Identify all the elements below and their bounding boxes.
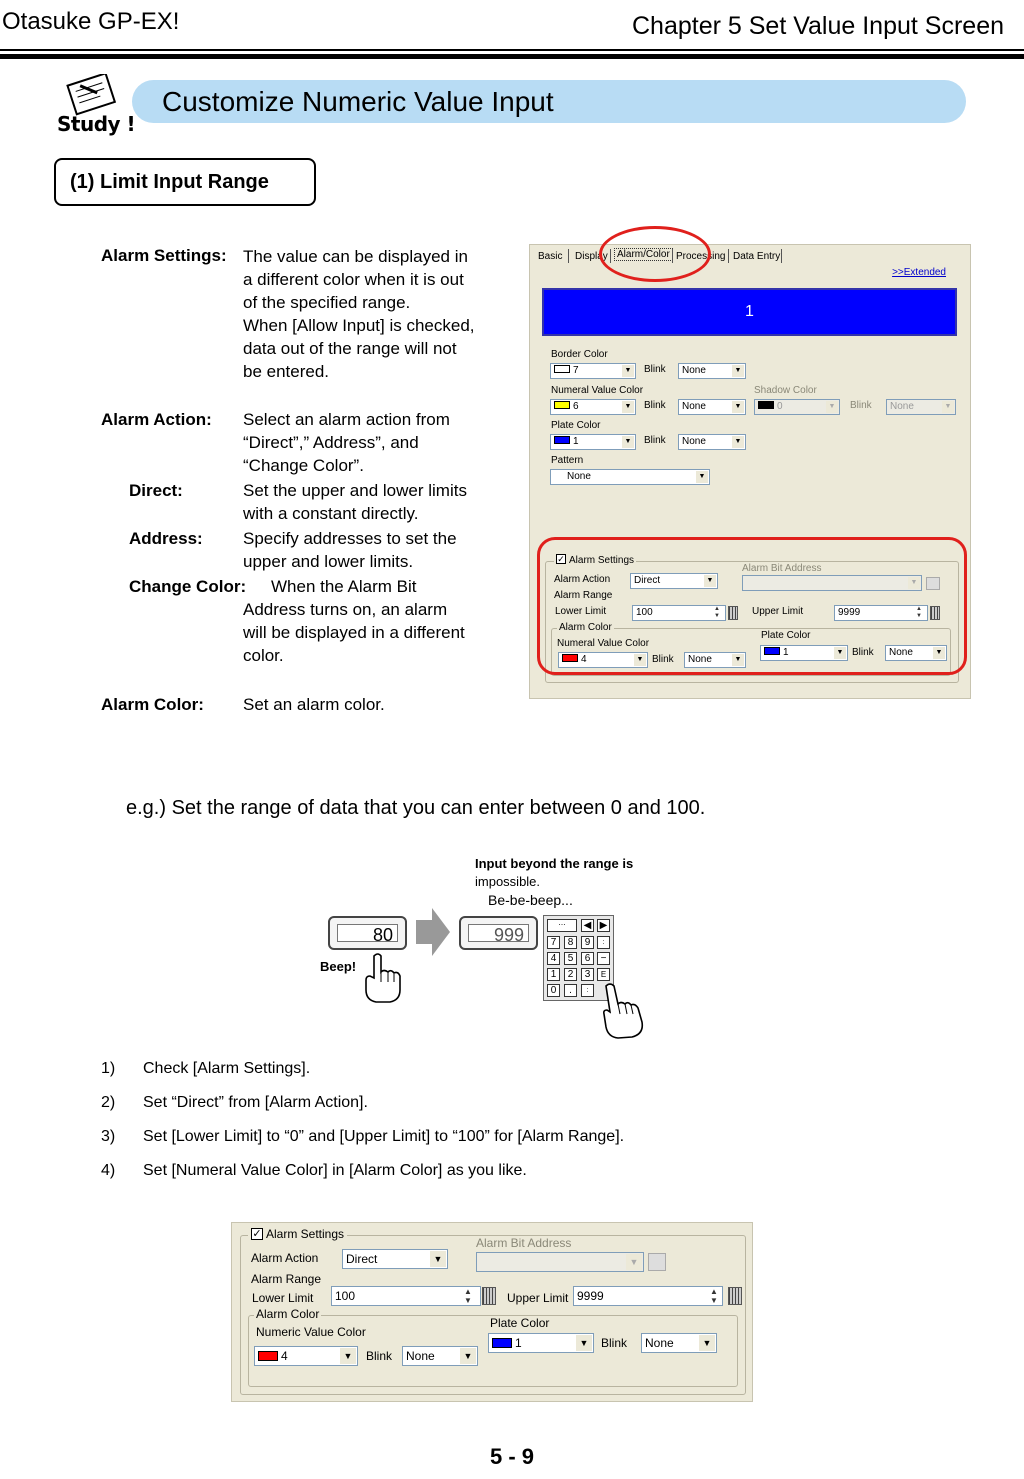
section-title: (1) Limit Input Range	[70, 171, 269, 193]
color-swatch	[258, 1351, 278, 1361]
keypad-key[interactable]: 8	[564, 936, 577, 949]
color-swatch	[554, 401, 570, 409]
step-text: Set “Direct” from [Alarm Action].	[143, 1094, 368, 1111]
highlight-oval	[599, 226, 711, 282]
chevron-down-icon: ▼	[732, 365, 744, 377]
keypad-right-key[interactable]: ▶	[597, 919, 610, 932]
beep-long-text: Be-be-beep...	[488, 892, 573, 908]
step-text: Check [Alarm Settings].	[143, 1060, 311, 1077]
alarm-range-label: Alarm Range	[554, 590, 613, 601]
tab-display[interactable]: Display	[575, 251, 608, 262]
lower-limit-label: Lower Limit	[555, 606, 607, 617]
alarm-range-label: Alarm Range	[251, 1272, 322, 1286]
keypad-minus-key[interactable]: −	[597, 952, 610, 965]
step-text: Set [Numeral Value Color] in [Alarm Color] as you like.	[143, 1162, 527, 1179]
alarm-settings-dialog	[231, 1222, 753, 1402]
step-number: 4)	[101, 1162, 116, 1179]
upper-limit-label: Upper Limit	[752, 606, 804, 617]
chevron-down-icon: ▼	[834, 647, 846, 659]
keypad-key[interactable]: 6	[581, 952, 594, 965]
spin-buttons-icon[interactable]: ▲ ▼	[710, 1287, 718, 1305]
illustration-note: Input beyond the range is impossible.	[475, 856, 634, 889]
chevron-down-icon: ▼	[576, 1335, 592, 1351]
chevron-down-icon: ▼	[699, 1335, 715, 1351]
blink-label: Blink	[644, 400, 666, 411]
keypad-enter-key[interactable]: E	[597, 968, 610, 981]
chevron-down-icon: ▼	[933, 647, 945, 659]
upper-limit-label: Upper Limit	[507, 1291, 569, 1305]
chapter-title: Chapter 5 Set Value Input Screen	[632, 12, 1004, 40]
keypad-key[interactable]: 0	[547, 984, 560, 997]
term-direct: Direct:	[129, 481, 183, 500]
chevron-down-icon: ▼	[340, 1348, 356, 1364]
keypad-key[interactable]: 1	[547, 968, 560, 981]
alarm-plate-color-label: Plate Color	[761, 630, 811, 641]
step-number: 3)	[101, 1128, 116, 1145]
beep-text: Beep!	[320, 959, 357, 974]
step-number: 1)	[101, 1060, 116, 1077]
tab-processing[interactable]: Processing	[676, 251, 726, 262]
term-alarm-action: Alarm Action:	[101, 410, 212, 429]
header-rule-thick	[0, 54, 1024, 59]
example-text: e.g.) Set the range of data that you can enter between 0 and 100.	[126, 797, 706, 819]
numeric-blink-select[interactable]: None ▼	[402, 1346, 478, 1366]
keypad-icon[interactable]	[728, 1287, 742, 1305]
arrow-right-icon	[414, 906, 452, 958]
alarm-bit-address-select[interactable]	[476, 1252, 644, 1272]
keypad-display-key[interactable]: ⋯	[547, 919, 577, 932]
numeral-value-color-label: Numeral Value Color	[551, 385, 644, 396]
desc-alarm-action: Select an alarm action from “Direct”,” Address”, and “Change Color”.	[243, 410, 450, 475]
chevron-down-icon: ▼	[696, 471, 708, 483]
step-text: Set [Lower Limit] to “0” and [Upper Limit] to “100” for [Alarm Range].	[143, 1128, 625, 1145]
numeral-blink-select[interactable]: None ▼	[678, 399, 746, 415]
alarm-color-label: Alarm Color	[559, 622, 612, 633]
blink-label: Blink	[652, 654, 674, 665]
term-address: Address:	[129, 529, 203, 548]
spin-buttons-icon[interactable]: ▲ ▼	[714, 606, 720, 619]
chevron-down-icon: ▼	[732, 401, 744, 413]
term-alarm-settings: Alarm Settings:	[101, 246, 227, 265]
lower-limit-label: Lower Limit	[252, 1291, 314, 1305]
term-alarm-color: Alarm Color:	[101, 695, 204, 714]
keypad-left-key[interactable]: ◀	[581, 919, 594, 932]
alarm-plate-color-select[interactable]: 1 ▼	[760, 645, 848, 661]
numeric-display-before: 80	[328, 916, 407, 950]
alarm-action-select[interactable]: Direct ▼	[342, 1249, 448, 1269]
spin-buttons-icon[interactable]: ▲ ▼	[916, 606, 922, 619]
desc-direct: Set the upper and lower limits with a constant directly.	[243, 481, 467, 523]
color-swatch	[758, 401, 774, 409]
term-change-color: Change Color:	[129, 577, 247, 596]
keypad-icon[interactable]	[482, 1287, 496, 1305]
plate-color-select[interactable]: 1 ▼	[550, 434, 636, 450]
banner-title: Customize Numeric Value Input	[162, 86, 554, 117]
spin-buttons-icon[interactable]: ▲ ▼	[464, 1287, 472, 1305]
chevron-down-icon: ▼	[704, 575, 716, 587]
step-number: 2)	[101, 1094, 116, 1111]
chevron-down-icon: ▼	[622, 436, 634, 448]
preview-display: 1	[542, 288, 957, 336]
desc-address: Specify addresses to set the upper and lower limits.	[243, 529, 457, 571]
pointing-hand-icon	[598, 982, 646, 1040]
shadow-color-label: Shadow Color	[754, 385, 817, 396]
keypad-key[interactable]: :	[581, 984, 594, 997]
alarm-color-label: Alarm Color	[256, 1307, 320, 1321]
color-swatch	[492, 1338, 512, 1348]
pattern-select[interactable]: None ▼	[550, 469, 710, 485]
tab-basic[interactable]: Basic	[538, 251, 563, 262]
pointing-hand-icon	[360, 952, 404, 1004]
chevron-down-icon: ▼	[622, 401, 634, 413]
upper-limit-input[interactable]: 9999	[573, 1286, 723, 1306]
desc-alarm-settings: The value can be displayed in a different color when it is out of the specified range. When [Allow Input] is checked, data out of the range will not be entered.	[243, 247, 475, 381]
chevron-down-icon: ▼	[942, 401, 954, 413]
alarm-bit-address-label: Alarm Bit Address	[742, 563, 822, 574]
chevron-down-icon: ▼	[626, 1254, 642, 1270]
checkmark-icon: ✓	[557, 554, 565, 565]
keypad-key[interactable]: 2	[564, 968, 577, 981]
keypad-key[interactable]: 5	[564, 952, 577, 965]
tab-alarm-color[interactable]: Alarm/Color	[614, 248, 673, 261]
highlight-box	[537, 537, 967, 675]
alarm-settings-checkbox[interactable]: ✓ Alarm Settings	[248, 1227, 347, 1241]
alarm-action-label: Alarm Action	[554, 574, 611, 585]
checkmark-icon: ✓	[252, 1227, 262, 1240]
alarm-bit-address-label: Alarm Bit Address	[476, 1236, 572, 1250]
shadow-color-select[interactable]: 0 ▼	[754, 399, 840, 415]
desc-change-color: Address turns on, an alarm will be displayed in a different color.	[243, 600, 465, 665]
chevron-down-icon: ▼	[732, 654, 744, 666]
blink-label: Blink	[852, 647, 874, 658]
numeric-value-color-label: Numeric Value Color	[256, 1325, 366, 1339]
blink-label: Blink	[850, 400, 872, 411]
plate-color-label: Plate Color	[490, 1316, 550, 1330]
keypad-key[interactable]: 3	[581, 968, 594, 981]
alarm-plate-blink-select[interactable]: None ▼	[885, 645, 947, 661]
border-color-select[interactable]: 7 ▼	[550, 363, 636, 379]
alarm-settings-checkbox[interactable]: ✓ Alarm Settings	[554, 555, 636, 566]
numeric-value-color-select[interactable]: 4 ▼	[254, 1346, 358, 1366]
document-header-left: Otasuke GP-EX!	[2, 8, 180, 35]
keypad-key[interactable]: 9	[581, 936, 594, 949]
chevron-down-icon: ▼	[622, 365, 634, 377]
desc-change-color-first: When the Alarm Bit	[271, 577, 417, 596]
color-swatch	[554, 365, 570, 373]
study-label: Study !	[57, 112, 136, 136]
alarm-action-label: Alarm Action	[251, 1251, 319, 1265]
plate-blink-select[interactable]: None ▼	[678, 434, 746, 450]
alarm-numeral-color-label: Numeral Value Color	[557, 638, 650, 649]
border-color-label: Border Color	[551, 349, 608, 360]
page-number: 5 - 9	[489, 1444, 535, 1469]
shadow-blink-select[interactable]: None ▼	[886, 399, 956, 415]
blink-label: Blink	[644, 435, 666, 446]
plate-color-label: Plate Color	[551, 420, 601, 431]
keypad-key[interactable]: :	[597, 936, 610, 949]
chevron-down-icon: ▼	[908, 577, 920, 589]
alarm-numeral-color-select[interactable]: 4 ▼	[558, 652, 648, 668]
plate-blink-select[interactable]: None ▼	[641, 1333, 717, 1353]
blink-label: Blink	[366, 1349, 393, 1363]
lower-limit-input[interactable]: 100	[632, 605, 726, 621]
alarm-action-select[interactable]: Direct ▼	[630, 573, 718, 589]
pattern-label: Pattern	[551, 455, 584, 466]
keypad-key[interactable]: .	[564, 984, 577, 997]
extended-link[interactable]: >>Extended	[892, 267, 946, 278]
keypad-key[interactable]: 7	[547, 936, 560, 949]
chevron-down-icon: ▼	[460, 1348, 476, 1364]
blink-label: Blink	[601, 1336, 628, 1350]
numeral-color-select[interactable]: 6 ▼	[550, 399, 636, 415]
chevron-down-icon: ▼	[826, 401, 838, 413]
address-keypad-icon[interactable]	[648, 1253, 666, 1271]
chevron-down-icon: ▼	[430, 1251, 446, 1267]
upper-limit-input[interactable]: 9999	[834, 605, 928, 621]
border-blink-select[interactable]: None ▼	[678, 363, 746, 379]
color-swatch	[554, 436, 570, 444]
alarm-numeral-blink-select[interactable]: None ▼	[684, 652, 746, 668]
tab-data-entry[interactable]: Data Entry	[733, 251, 781, 262]
plate-color-select[interactable]: 1 ▼	[488, 1333, 594, 1353]
blink-label: Blink	[644, 364, 666, 375]
chevron-down-icon: ▼	[732, 436, 744, 448]
lower-limit-input[interactable]: 100	[331, 1286, 481, 1306]
header-rule-thin	[0, 49, 1024, 51]
chevron-down-icon: ▼	[634, 654, 646, 666]
numeric-display-after: 999	[459, 916, 538, 950]
keypad-key[interactable]: 4	[547, 952, 560, 965]
desc-alarm-color: Set an alarm color.	[243, 695, 385, 714]
